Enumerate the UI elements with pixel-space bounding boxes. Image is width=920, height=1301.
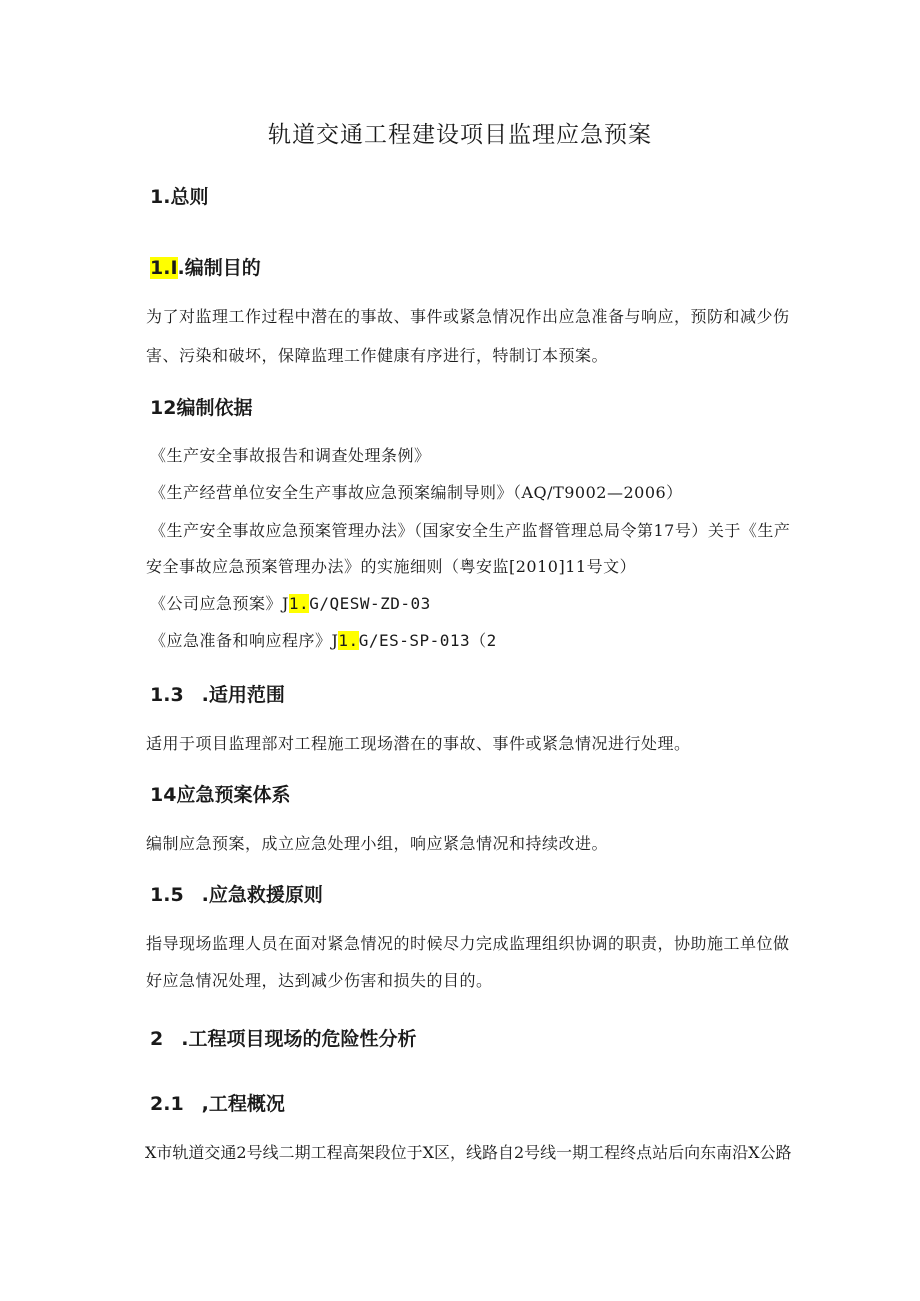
paragraph-1-5-line-1: 指导现场监理人员在面对紧急情况的时候尽力完成监理组织协调的职责，协助施工单位做 xyxy=(146,934,790,953)
heading-1-4-title: 应急预案体系 xyxy=(176,784,291,806)
heading-1-5-number: 1.5 xyxy=(150,884,184,906)
heading-1-5 xyxy=(150,880,323,907)
reference-5-highlight: 1. xyxy=(338,631,359,650)
heading-2-1 xyxy=(150,1089,285,1116)
heading-1-1-title: 编制目的 xyxy=(184,257,261,279)
heading-2-title: .工程项目现场的危险性分析 xyxy=(181,1028,417,1050)
heading-2-1-number: 2.1 xyxy=(150,1093,184,1115)
heading-1-number: 1. xyxy=(150,186,171,208)
reference-4-code: G/QESW-ZD-03 xyxy=(309,594,431,613)
paragraph-1-3: 适用于项目监理部对工程施工现场潜在的事故、事件或紧急情况进行处理。 xyxy=(146,734,691,753)
paragraph-1-1-line-1: 为了对监理工作过程中潜在的事故、事件或紧急情况作出应急准备与响应，预防和减少伤 xyxy=(146,307,790,326)
heading-1-2 xyxy=(150,393,252,420)
heading-1-2-title: 编制依据 xyxy=(176,397,253,419)
heading-1-5-title: .应急救援原则 xyxy=(201,884,323,906)
reference-4-prefix: 《公司应急预案》J xyxy=(150,594,289,613)
heading-2 xyxy=(150,1024,416,1051)
paragraph-1-1-line-2: 害、污染和破坏，保障监理工作健康有序进行，特制订本预案。 xyxy=(146,346,609,365)
paragraph-2-1: X市轨道交通2号线二期工程高架段位于X区，线路自2号线一期工程终点站后向东南沿X公路 xyxy=(145,1143,792,1162)
heading-1-1-number-rest: . xyxy=(177,257,185,279)
document-title: 轨道交通工程建设项目监理应急预案 xyxy=(268,122,652,148)
heading-1-title: 总则 xyxy=(170,186,209,208)
reference-4 xyxy=(150,591,431,614)
heading-1-3-number: 1.3 xyxy=(150,684,184,706)
reference-2: 《生产经营单位安全生产事故应急预案编制导则》（AQ/T9002—2006） xyxy=(150,483,683,502)
heading-1-4-number: 14 xyxy=(150,784,177,806)
paragraph-1-4: 编制应急预案，成立应急处理小组，响应紧急情况和持续改进。 xyxy=(146,834,609,853)
reference-5-code: G/ES-SP-013（2 xyxy=(358,631,497,650)
heading-2-number: 2 xyxy=(150,1028,164,1050)
heading-1-1-number-highlight: 1.I xyxy=(150,257,178,279)
heading-1-3 xyxy=(150,680,285,707)
heading-1-4 xyxy=(150,780,290,807)
reference-3-line-2: 安全事故应急预案管理办法》的实施细则（粤安监[2010]11号文） xyxy=(146,557,637,576)
reference-3-line-1: 《生产安全事故应急预案管理办法》（国家安全生产监督管理总局令第17号）关于《生产 xyxy=(150,521,791,540)
heading-1 xyxy=(150,182,208,209)
heading-1-1 xyxy=(150,253,261,280)
reference-4-highlight: 1. xyxy=(288,594,310,613)
reference-1: 《生产安全事故报告和调查处理条例》 xyxy=(150,446,431,465)
reference-5 xyxy=(150,628,497,651)
heading-1-3-title: .适用范围 xyxy=(201,684,285,706)
reference-5-prefix: 《应急准备和响应程序》J xyxy=(150,631,339,650)
heading-1-2-number: 12 xyxy=(150,397,177,419)
heading-2-1-title: ,工程概况 xyxy=(201,1093,285,1115)
paragraph-1-5-line-2: 好应急情况处理，达到减少伤害和损失的目的。 xyxy=(146,971,493,990)
